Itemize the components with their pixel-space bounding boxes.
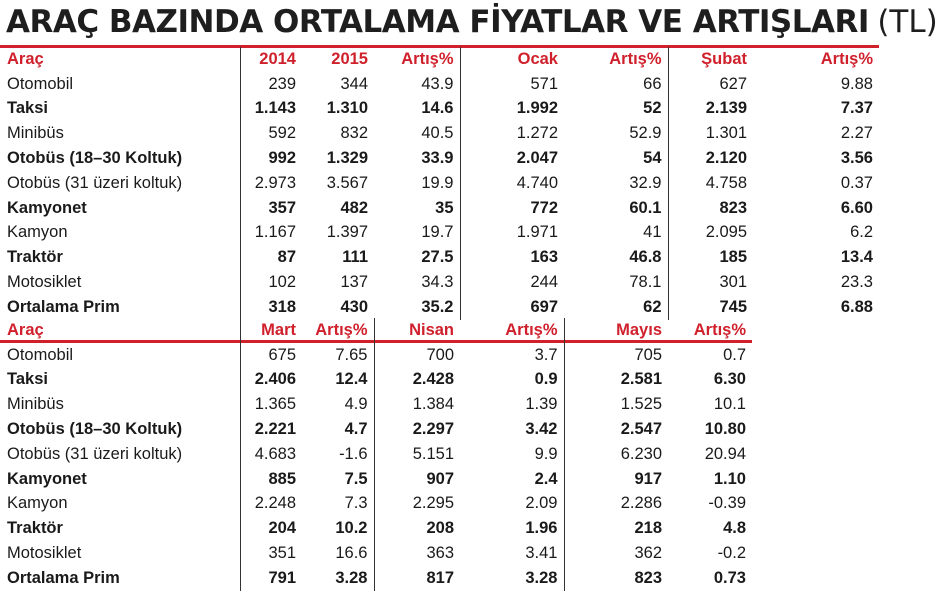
table-cell: 823	[668, 196, 753, 221]
table-cell: 7.5	[344, 469, 368, 488]
table-cell: 204	[240, 516, 302, 541]
table-row	[0, 72, 879, 97]
row-label: Otobüs (31 üzeri koltuk)	[7, 444, 183, 463]
row-label: Traktör	[7, 519, 63, 538]
table-cell: -0.39	[708, 494, 746, 513]
title-main: ARAÇ BAZINDA ORTALAMA FİYATLAR VE ARTIŞLARI	[6, 4, 869, 40]
table-cell: 1.397	[326, 223, 368, 242]
table-cell: 2.295	[374, 492, 460, 517]
table-cell: 4.740	[460, 171, 564, 196]
row-label: Ortalama Prim	[7, 297, 120, 316]
table-cell: 7.37	[840, 99, 873, 118]
table-row	[0, 541, 752, 566]
table-cell: 43.9	[421, 74, 454, 93]
table-cell: 772	[460, 196, 564, 221]
table-cell: 1.301	[668, 121, 753, 146]
table-header-row	[0, 47, 879, 72]
table-cell: 60.1	[629, 198, 662, 217]
row-label: Kamyon	[7, 223, 68, 242]
table-cell: 34.3	[421, 273, 454, 292]
table-cell: 20.94	[704, 444, 746, 463]
table-cell: 41	[643, 223, 662, 242]
table-cell: 6.88	[840, 297, 873, 316]
table-row	[0, 566, 752, 591]
table-row	[0, 270, 879, 295]
table-row	[0, 97, 879, 122]
table-cell: 35.2	[421, 297, 454, 316]
table-cell: 208	[374, 516, 460, 541]
table-cell: 1.329	[326, 149, 368, 168]
table-cell: 87	[240, 245, 302, 270]
column-header: Artış%	[315, 320, 368, 339]
table-cell: 2.547	[564, 417, 668, 442]
table-cell: 482	[340, 198, 368, 217]
table-cell: 137	[340, 273, 368, 292]
table-row	[0, 467, 752, 492]
table-cell: 1.96	[525, 519, 558, 538]
table-cell: 351	[240, 541, 302, 566]
column-header: Artış%	[401, 49, 454, 68]
table-cell: 357	[240, 196, 302, 221]
table-cell: 4.7	[344, 420, 368, 439]
row-label: Traktör	[7, 248, 63, 267]
table-cell: 3.56	[840, 149, 873, 168]
table-cell: 5.151	[374, 442, 460, 467]
table-cell: 2.139	[668, 97, 753, 122]
table-cell: 1.971	[460, 221, 564, 246]
table-cell: 907	[374, 467, 460, 492]
table-cell: 46.8	[629, 248, 662, 267]
table-row	[0, 121, 879, 146]
table-cell: 62	[643, 297, 662, 316]
table-cell: 823	[564, 566, 668, 591]
table-cell: 1.365	[240, 392, 302, 417]
table-cell: 27.5	[421, 248, 454, 267]
table-cell: 66	[643, 74, 662, 93]
column-header: Ocak	[460, 47, 564, 72]
row-label: Minibüs	[7, 395, 64, 414]
table-row	[0, 442, 752, 467]
table-cell: 1.992	[460, 97, 564, 122]
table-cell: 697	[460, 295, 564, 320]
table-cell: 2.120	[668, 146, 753, 171]
table-cell: 627	[668, 72, 753, 97]
column-header: 2014	[240, 47, 302, 72]
table-cell: 7.3	[344, 494, 368, 513]
table-cell: 7.65	[335, 345, 368, 364]
table-cell: 2.581	[564, 368, 668, 393]
table-row	[0, 516, 752, 541]
table-cell: 917	[564, 467, 668, 492]
row-label: Kamyonet	[7, 198, 87, 217]
table-cell: 4.758	[668, 171, 753, 196]
table-cell: 675	[240, 343, 302, 368]
table-cell: 1.525	[564, 392, 668, 417]
table-cell: 1.272	[460, 121, 564, 146]
table-row	[0, 245, 879, 270]
table-cell: 218	[564, 516, 668, 541]
row-label: Minibüs	[7, 124, 64, 143]
table-cell: 12.4	[335, 370, 368, 389]
table-cell: 4.683	[240, 442, 302, 467]
table-cell: 2.286	[564, 492, 668, 517]
table-cell: 1.39	[525, 395, 558, 414]
table-header-row	[0, 318, 752, 343]
table-cell: 1.167	[240, 221, 302, 246]
table-cell: 6.60	[840, 198, 873, 217]
price-table-2014-subat	[0, 47, 879, 320]
table-cell: 10.80	[704, 420, 746, 439]
table-cell: 1.10	[713, 469, 746, 488]
row-label: Otobüs (18–30 Koltuk)	[7, 149, 183, 168]
table-cell: 185	[668, 245, 753, 270]
title-unit: (TL)	[877, 4, 938, 40]
table-cell: 40.5	[421, 124, 454, 143]
table-cell: 817	[374, 566, 460, 591]
table-row	[0, 417, 752, 442]
table-cell: -0.2	[717, 544, 746, 563]
row-label: Otobüs (18–30 Koltuk)	[7, 420, 183, 439]
table-cell: 885	[240, 467, 302, 492]
table-cell: 2.4	[534, 469, 558, 488]
table-cell: 0.37	[840, 173, 873, 192]
table-cell: 791	[240, 566, 302, 591]
column-header: 2015	[331, 49, 368, 68]
table-cell: 1.143	[240, 97, 302, 122]
table-cell: 10.2	[335, 519, 368, 538]
table-cell: 571	[460, 72, 564, 97]
row-label: Ortalama Prim	[7, 568, 120, 587]
table-row	[0, 171, 879, 196]
table-cell: 3.41	[525, 544, 558, 563]
row-label: Otomobil	[7, 345, 74, 364]
row-label: Motosiklet	[7, 544, 82, 563]
table-cell: 16.6	[335, 544, 368, 563]
column-header: Araç	[7, 320, 44, 339]
column-header: Artış%	[693, 320, 746, 339]
table-cell: 2.27	[840, 124, 873, 143]
table-cell: 19.9	[421, 173, 454, 192]
column-header: Araç	[7, 49, 44, 68]
table-cell: 2.428	[374, 368, 460, 393]
table-cell: 111	[342, 248, 368, 267]
table-cell: 344	[340, 74, 368, 93]
table-cell: 318	[240, 295, 302, 320]
table-cell: 363	[374, 541, 460, 566]
table-cell: 78.1	[629, 273, 662, 292]
table-cell: 745	[668, 295, 753, 320]
table-cell: 2.221	[240, 417, 302, 442]
table-cell: 32.9	[629, 173, 662, 192]
table-cell: 2.047	[460, 146, 564, 171]
column-header: Mayıs	[564, 318, 668, 343]
table-cell: 301	[668, 270, 753, 295]
column-header: Nisan	[374, 318, 460, 343]
table-cell: 3.28	[335, 568, 368, 587]
table-cell: 430	[340, 297, 368, 316]
table-row	[0, 343, 752, 368]
table-cell: 3.567	[326, 173, 368, 192]
table-cell: 6.2	[850, 223, 873, 242]
table-cell: 832	[340, 124, 368, 143]
table-cell: 52.9	[629, 124, 662, 143]
table-cell: 362	[564, 541, 668, 566]
table-row	[0, 221, 879, 246]
table-cell: 2.406	[240, 368, 302, 393]
table-cell: 700	[374, 343, 460, 368]
table-row	[0, 392, 752, 417]
table-cell: 2.09	[525, 494, 558, 513]
table-cell: 3.7	[534, 345, 558, 364]
row-label: Kamyon	[7, 494, 68, 513]
table-cell: 2.095	[668, 221, 753, 246]
table-cell: 6.230	[564, 442, 668, 467]
table-cell: 14.6	[421, 99, 454, 118]
table-cell: 4.9	[344, 395, 368, 414]
table-cell: 54	[643, 149, 662, 168]
row-label: Taksi	[7, 99, 48, 118]
table-row	[0, 146, 879, 171]
row-label: Taksi	[7, 370, 48, 389]
table-cell: 4.8	[723, 519, 746, 538]
page-title	[6, 0, 938, 44]
table-cell: 6.30	[713, 370, 746, 389]
table-cell: 705	[564, 343, 668, 368]
table-cell: 2.297	[374, 417, 460, 442]
table-row	[0, 196, 879, 221]
table-cell: 33.9	[421, 149, 454, 168]
table-cell: 0.73	[713, 568, 746, 587]
table-cell: 0.9	[534, 370, 558, 389]
column-header: Artış%	[820, 49, 873, 68]
table-cell: 10.1	[713, 395, 746, 414]
table-row	[0, 492, 752, 517]
table-row	[0, 295, 879, 320]
row-label: Otobüs (31 üzeri koltuk)	[7, 173, 183, 192]
table-cell: 9.9	[534, 444, 558, 463]
column-header: Şubat	[668, 47, 753, 72]
table-cell: 35	[435, 198, 454, 217]
table-cell: 3.28	[525, 568, 558, 587]
table-cell: 0.7	[723, 345, 746, 364]
table-cell: 2.248	[240, 492, 302, 517]
row-label: Motosiklet	[7, 273, 82, 292]
table-cell: 1.310	[326, 99, 368, 118]
table-cell: 102	[240, 270, 302, 295]
table-cell: 1.384	[374, 392, 460, 417]
column-header: Artış%	[505, 320, 558, 339]
table-cell: 992	[240, 146, 302, 171]
column-header: Artış%	[609, 49, 662, 68]
table-cell: 19.7	[421, 223, 454, 242]
table-cell: 52	[643, 99, 662, 118]
table-cell: 244	[460, 270, 564, 295]
table-cell: -1.6	[339, 444, 368, 463]
table-cell: 23.3	[840, 273, 873, 292]
table-cell: 239	[240, 72, 302, 97]
row-label: Kamyonet	[7, 469, 87, 488]
table-cell: 13.4	[840, 248, 873, 267]
row-label: Otomobil	[7, 74, 74, 93]
column-header: Mart	[240, 318, 302, 343]
table-cell: 2.973	[240, 171, 302, 196]
table-cell: 9.88	[840, 74, 873, 93]
table-cell: 592	[240, 121, 302, 146]
table-cell: 3.42	[525, 420, 558, 439]
price-table-mart-mayis	[0, 318, 752, 591]
table-row	[0, 368, 752, 393]
table-cell: 163	[460, 245, 564, 270]
